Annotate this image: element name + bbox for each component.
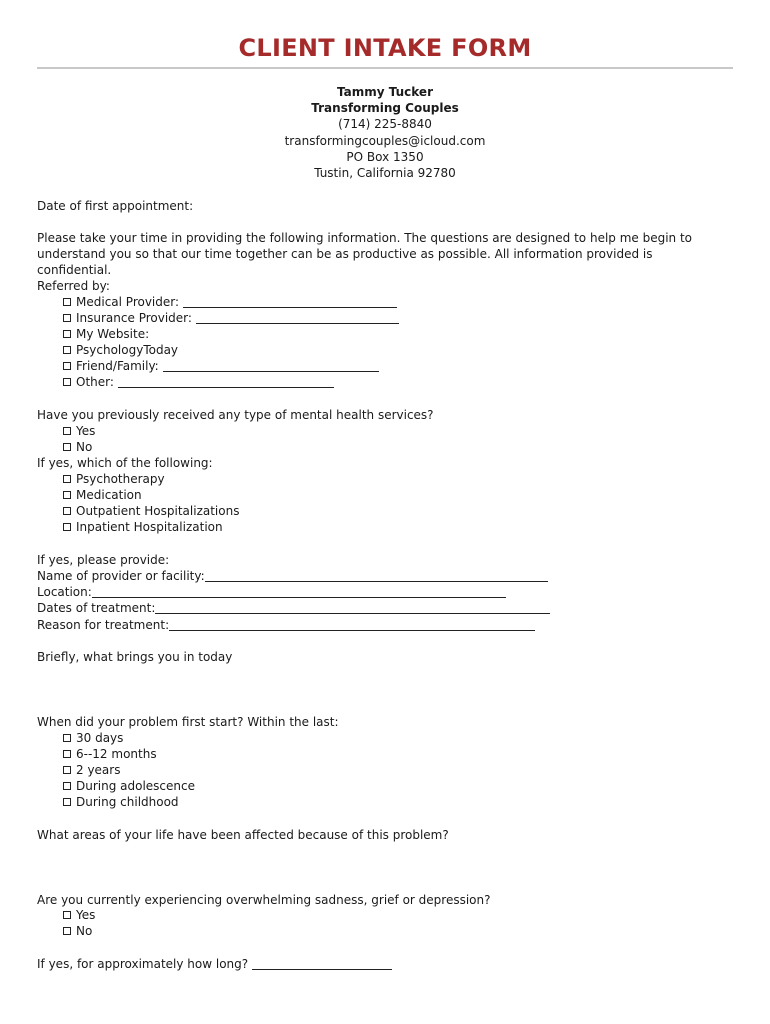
checkbox-icon[interactable] (63, 298, 71, 306)
checkbox-icon[interactable] (63, 443, 71, 451)
referred-option-psychologytoday[interactable]: PsychologyToday (63, 342, 178, 358)
treatment-dates-blank[interactable] (155, 601, 550, 614)
form-title: CLIENT INTAKE FORM (238, 34, 532, 62)
practice-header (0, 84, 770, 181)
practice-phone: (714) 225-8840 (338, 117, 432, 132)
problem-start-2-years[interactable]: 2 years (63, 762, 120, 778)
sadness-duration-field[interactable]: If yes, for approximately how long? (37, 956, 392, 972)
sadness-no[interactable]: No (63, 923, 92, 939)
friend-family-blank[interactable] (163, 359, 379, 372)
treatment-reason-field[interactable]: Reason for treatment: (37, 617, 535, 633)
checkbox-icon[interactable] (63, 491, 71, 499)
provider-location-field[interactable]: Location: (37, 584, 506, 600)
practice-city: Tustin, California 92780 (314, 166, 456, 181)
prev-services-no[interactable]: No (63, 439, 92, 455)
checkbox-icon[interactable] (63, 507, 71, 515)
checkbox-icon[interactable] (63, 427, 71, 435)
sadness-duration-blank[interactable] (252, 957, 392, 970)
practice-email: transformingcouples@icloud.com (284, 133, 486, 148)
problem-start-question: When did your problem first start? Within the last: (37, 715, 339, 729)
practice-name: Transforming Couples (311, 101, 459, 116)
prev-services-followup: If yes, which of the following: (37, 456, 213, 470)
treatment-reason-blank[interactable] (169, 618, 535, 631)
checkbox-icon[interactable] (63, 734, 71, 742)
referred-option-insurance[interactable]: Insurance Provider: (63, 310, 399, 326)
areas-affected-question: What areas of your life have been affected because of this problem? (37, 828, 449, 842)
checkbox-icon[interactable] (63, 346, 71, 354)
treatment-dates-field[interactable]: Dates of treatment: (37, 600, 550, 616)
other-blank[interactable] (118, 375, 334, 388)
brings-you-question: Briefly, what brings you in today (37, 650, 233, 664)
problem-start-30-days[interactable]: 30 days (63, 730, 123, 746)
medical-provider-blank[interactable] (183, 295, 397, 308)
checkbox-icon[interactable] (63, 750, 71, 758)
checkbox-icon[interactable] (63, 782, 71, 790)
provider-name-field[interactable]: Name of provider or facility: (37, 568, 548, 584)
provider-name-blank[interactable] (205, 569, 548, 582)
service-type-outpatient[interactable]: Outpatient Hospitalizations (63, 503, 239, 519)
checkbox-icon[interactable] (63, 523, 71, 531)
referred-option-other[interactable]: Other: (63, 374, 334, 390)
provider-location-blank[interactable] (92, 585, 506, 598)
referred-option-medical[interactable]: Medical Provider: (63, 294, 397, 310)
checkbox-icon[interactable] (63, 911, 71, 919)
prev-services-yes[interactable]: Yes (63, 423, 95, 439)
intro-paragraph: Please take your time in providing the following information. The questions are designed to help me begin to understand you so that our time together can be as productive as possible. All information provided is confidential. (37, 231, 693, 278)
service-type-medication[interactable]: Medication (63, 487, 142, 503)
prev-services-question: Have you previously received any type of mental health services? (37, 408, 434, 422)
checkbox-icon[interactable] (63, 362, 71, 370)
referred-option-website[interactable]: My Website: (63, 326, 149, 342)
checkbox-icon[interactable] (63, 798, 71, 806)
checkbox-icon[interactable] (63, 927, 71, 935)
provider-intro: If yes, please provide: (37, 553, 170, 567)
problem-start-childhood[interactable]: During childhood (63, 794, 179, 810)
practice-po-box: PO Box 1350 (346, 149, 424, 164)
sadness-question: Are you currently experiencing overwhelming sadness, grief or depression? (37, 893, 491, 907)
date-first-appointment-label: Date of first appointment: (37, 199, 194, 213)
problem-start-adolescence[interactable]: During adolescence (63, 778, 195, 794)
checkbox-icon[interactable] (63, 475, 71, 483)
therapist-name: Tammy Tucker (337, 85, 433, 99)
title-divider (37, 67, 733, 69)
checkbox-icon[interactable] (63, 330, 71, 338)
referred-by-label: Referred by: (37, 279, 110, 293)
insurance-provider-blank[interactable] (196, 311, 399, 324)
service-type-inpatient[interactable]: Inpatient Hospitalization (63, 519, 223, 535)
referred-option-friend[interactable]: Friend/Family: (63, 358, 379, 374)
checkbox-icon[interactable] (63, 766, 71, 774)
service-type-psychotherapy[interactable]: Psychotherapy (63, 471, 165, 487)
checkbox-icon[interactable] (63, 378, 71, 386)
checkbox-icon[interactable] (63, 314, 71, 322)
sadness-yes[interactable]: Yes (63, 907, 95, 923)
problem-start-6-12-months[interactable]: 6--12 months (63, 746, 157, 762)
